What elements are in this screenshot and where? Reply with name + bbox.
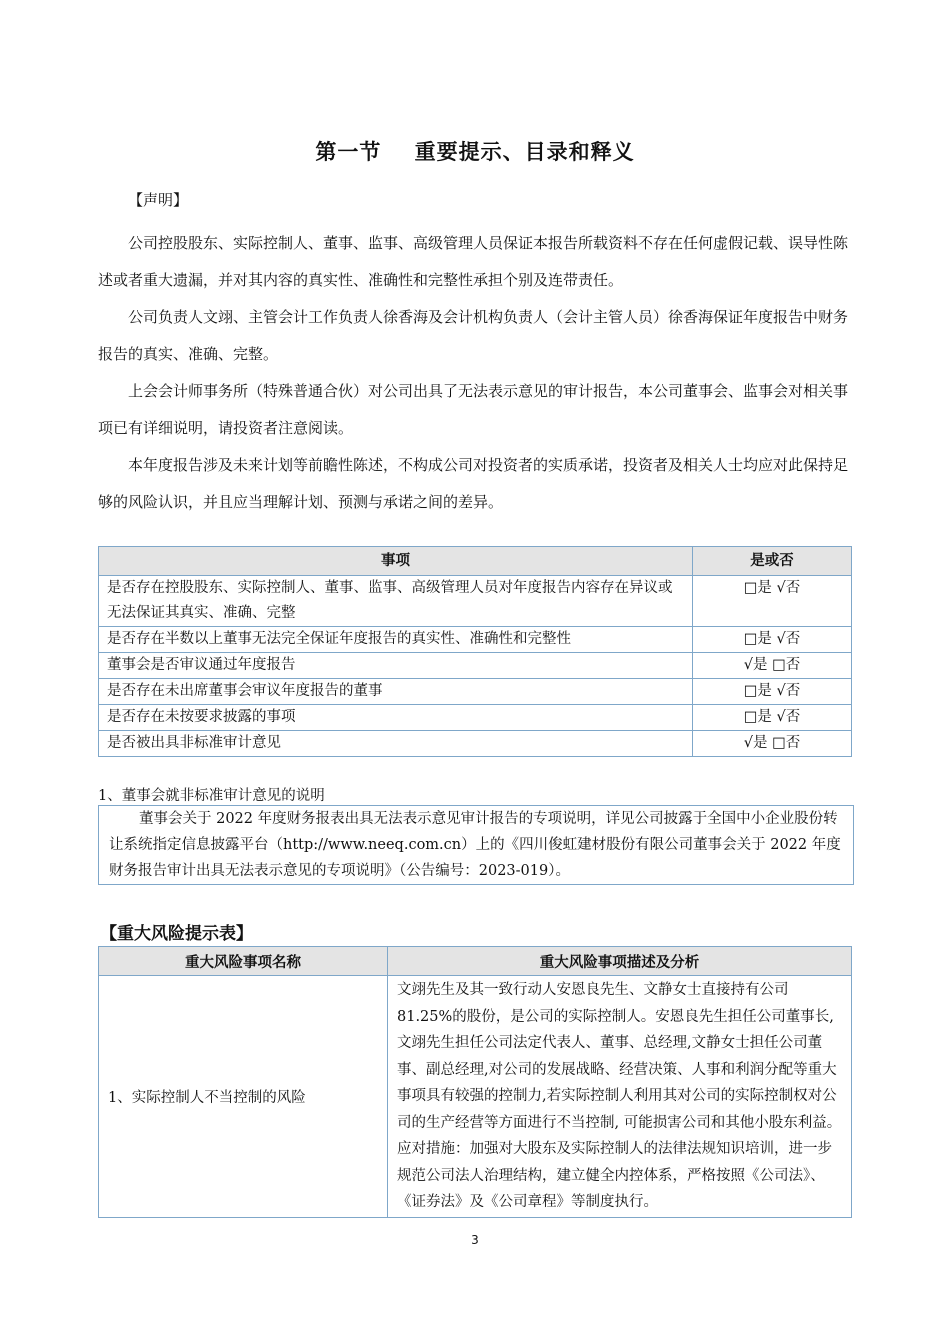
matters-table <box>98 546 852 757</box>
matter-answer: √是 □否 <box>693 731 852 757</box>
table-row <box>99 705 852 731</box>
statement-heading: 【声明】 <box>128 191 189 209</box>
matter-item: 是否被出具非标准审计意见 <box>99 731 693 757</box>
statement-paragraph: 公司控股股东、实际控制人、董事、监事、高级管理人员保证本报告所载资料不存在任何虚假记载、误导性陈述或者重大遗漏，并对其内容的真实性、准确性和完整性承担个别及连带责任。 <box>98 234 849 289</box>
section-title: 第一节 重要提示、目录和释义 <box>315 140 635 164</box>
matter-item: 是否存在未出席董事会审议年度报告的董事 <box>99 679 693 705</box>
table-row <box>99 627 852 653</box>
statement-paragraph: 公司负责人文翊、主管会计工作负责人徐香海及会计机构负责人（会计主管人员）徐香海保证年度报告中财务报告的真实、准确、完整。 <box>98 308 849 363</box>
table-row <box>99 976 852 1218</box>
table-row <box>99 679 852 705</box>
table-row <box>99 576 852 627</box>
matter-answer: □是 √否 <box>693 627 852 653</box>
matter-answer: √是 □否 <box>693 653 852 679</box>
statement-paragraph: 本年度报告涉及未来计划等前瞻性陈述，不构成公司对投资者的实质承诺，投资者及相关人士均应对此保持足够的风险认识，并且应当理解计划、预测与承诺之间的差异。 <box>98 456 849 511</box>
risk-description: 文翊先生及其一致行动人安恩良先生、文静女士直接持有公司 81.25%的股份，是公司的实际控制人。安恩良先生担任公司董事长,文翊先生担任公司法定代表人、董事、总经理,文静女士担任公司董事、副总经理,对公司的发展战略、经营决策、人事和利润分配等重大事项具有较强的控制力,若实际控制人利用其对公司的实际控制权对公司的生产经营等方面进行不当控制, 可能损害公司和其他小股东利益。应对措施：加强对大股东及实际控制人的法律法规知识培训，进一步规范公司法人治理结构，建立健全内控体系，严格按照《公司法》、《证券法》及《公司章程》等制度执行。 <box>388 976 852 1218</box>
audit-note-heading: 1、董事会就非标准审计意见的说明 <box>98 788 325 804</box>
column-header-risk-description: 重大风险事项描述及分析 <box>388 947 852 976</box>
table-row <box>99 731 852 757</box>
risk-table-heading: 【重大风险提示表】 <box>100 924 253 944</box>
matter-answer: □是 √否 <box>693 576 852 627</box>
column-header-item: 事项 <box>99 547 693 576</box>
page-number: 3 <box>471 1233 479 1247</box>
matter-item: 是否存在半数以上董事无法完全保证年度报告的真实性、准确性和完整性 <box>99 627 693 653</box>
table-row <box>99 653 852 679</box>
matter-item: 是否存在控股股东、实际控制人、董事、监事、高级管理人员对年度报告内容存在异议或无法保证其真实、准确、完整 <box>99 576 693 627</box>
risk-table <box>98 946 852 1218</box>
matter-item: 是否存在未按要求披露的事项 <box>99 705 693 731</box>
matter-answer: □是 √否 <box>693 679 852 705</box>
risk-table-header <box>99 947 852 976</box>
column-header-risk-name: 重大风险事项名称 <box>99 947 388 976</box>
audit-note-text: 董事会关于 2022 年度财务报表出具无法表示意见审计报告的专项说明，详见公司披露于全国中小企业股份转让系统指定信息披露平台（http://www.neeq.com.cn）上的《四川俊虹建材股份有限公司董事会关于 2022 年度财务报告审计出具无法表示意见的专项说明》（公告编号：2023-019）。 <box>98 805 854 885</box>
matters-table-header <box>99 547 852 576</box>
matter-item: 董事会是否审议通过年度报告 <box>99 653 693 679</box>
statement-paragraph: 上会会计师事务所（特殊普通合伙）对公司出具了无法表示意见的审计报告，本公司董事会、监事会对相关事项已有详细说明，请投资者注意阅读。 <box>98 382 849 437</box>
column-header-answer: 是或否 <box>693 547 852 576</box>
matter-answer: □是 √否 <box>693 705 852 731</box>
risk-name: 1、实际控制人不当控制的风险 <box>99 976 388 1218</box>
